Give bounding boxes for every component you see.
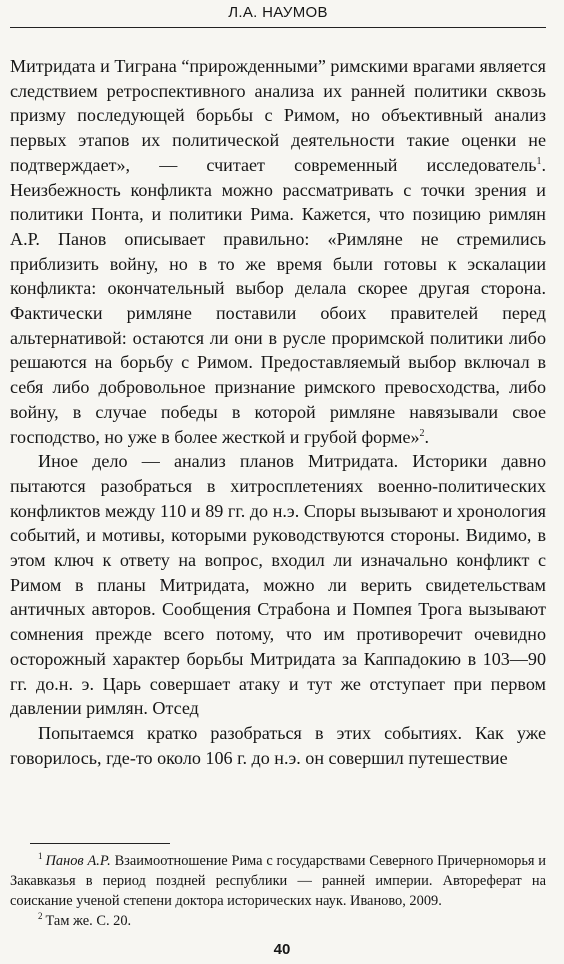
running-head: Л.А. НАУМОВ <box>228 4 328 21</box>
footnotes <box>10 851 546 931</box>
footnote-1-text: Взаимоотношение Рима с государствами Северного Причерноморья и Закавказья в период поздней республики — ранней империи. Автореферат на соискание ученой степени доктора исторических наук. Иваново, 2009. <box>10 853 546 909</box>
footnote-2-number: 2 <box>38 911 43 922</box>
footnote-rule <box>30 843 170 844</box>
paragraph-2: Иное дело — анализ планов Митридата. Историки давно пытаются разобраться в хитросплетениях военно-политических конфликтов между 110 и 89 гг. до н.э. Споры вызывают и хронология событий, и мотивы, которыми руководствуются стороны. Видимо, в этом ключ к ответу на вопрос, входил ли изначально конфликт с Римом в планы Митридата, можно ли верить свидетельствам античных авторов. Сообщения Страбона и Помпея Трога вызывают сомнения прежде всего потому, что им противоречит очевидно осторожный характер борьбы Митридата за Каппадокию в 103—90 гг. до.н. э. Царь совершает атаку и тут же отступает при первом давлении римлян. Отсед <box>10 451 546 719</box>
body-text <box>10 54 546 770</box>
footnote-1 <box>10 851 546 911</box>
footnote-ref-2: 2 <box>419 427 425 439</box>
page-number: 40 <box>273 941 291 958</box>
footnote-1-number: 1 <box>38 851 43 862</box>
paragraph-1-text-a: Митридата и Тиграна “прирожденными” римскими врагами является следствием ретроспективного анализа их ранней политики сквозь призму последующей борьбы с Римом, но объективный анализ первых этапов их политической деятельности такие оценки не подтверждает», — считает современный исследователь <box>10 56 546 175</box>
paragraph-1 <box>10 54 546 449</box>
header-rule <box>10 27 546 28</box>
footnote-ref-1: 1 <box>536 155 542 167</box>
footnote-1-author: Панов А.Р. <box>45 853 111 869</box>
paragraph-1-text-c: . <box>424 426 430 447</box>
paragraph-1-text-b: . Неизбежность конфликта можно рассматривать с точки зрения и политики Понта, и политики Рима. Кажется, что позицию римлян А.Р. Панов описывает правильно: «Римляне не стремились приблизить войну, но в то же время были готовы к эскалации конфликта: окончательный выбор делала скорее другая сторона. Фактически римляне поставили обоих правителей перед альтернативой: остаются ли они в русле проримской политики либо решаются на борьбу с Римом. Предоставляемый выбор включал в себя либо добровольное признание римского превосходства, либо войну, в случае победы в которой римляне навязывали свое господство, но уже в более жесткой и грубой форме» <box>10 154 546 447</box>
paragraph-3: Попытаемся кратко разобраться в этих событиях. Как уже говорилось, где-то около 106 г. до н.э. он совершил путешествие <box>10 722 546 768</box>
footnote-2-text: Там же. С. 20. <box>45 913 132 929</box>
footnote-2 <box>10 911 546 931</box>
